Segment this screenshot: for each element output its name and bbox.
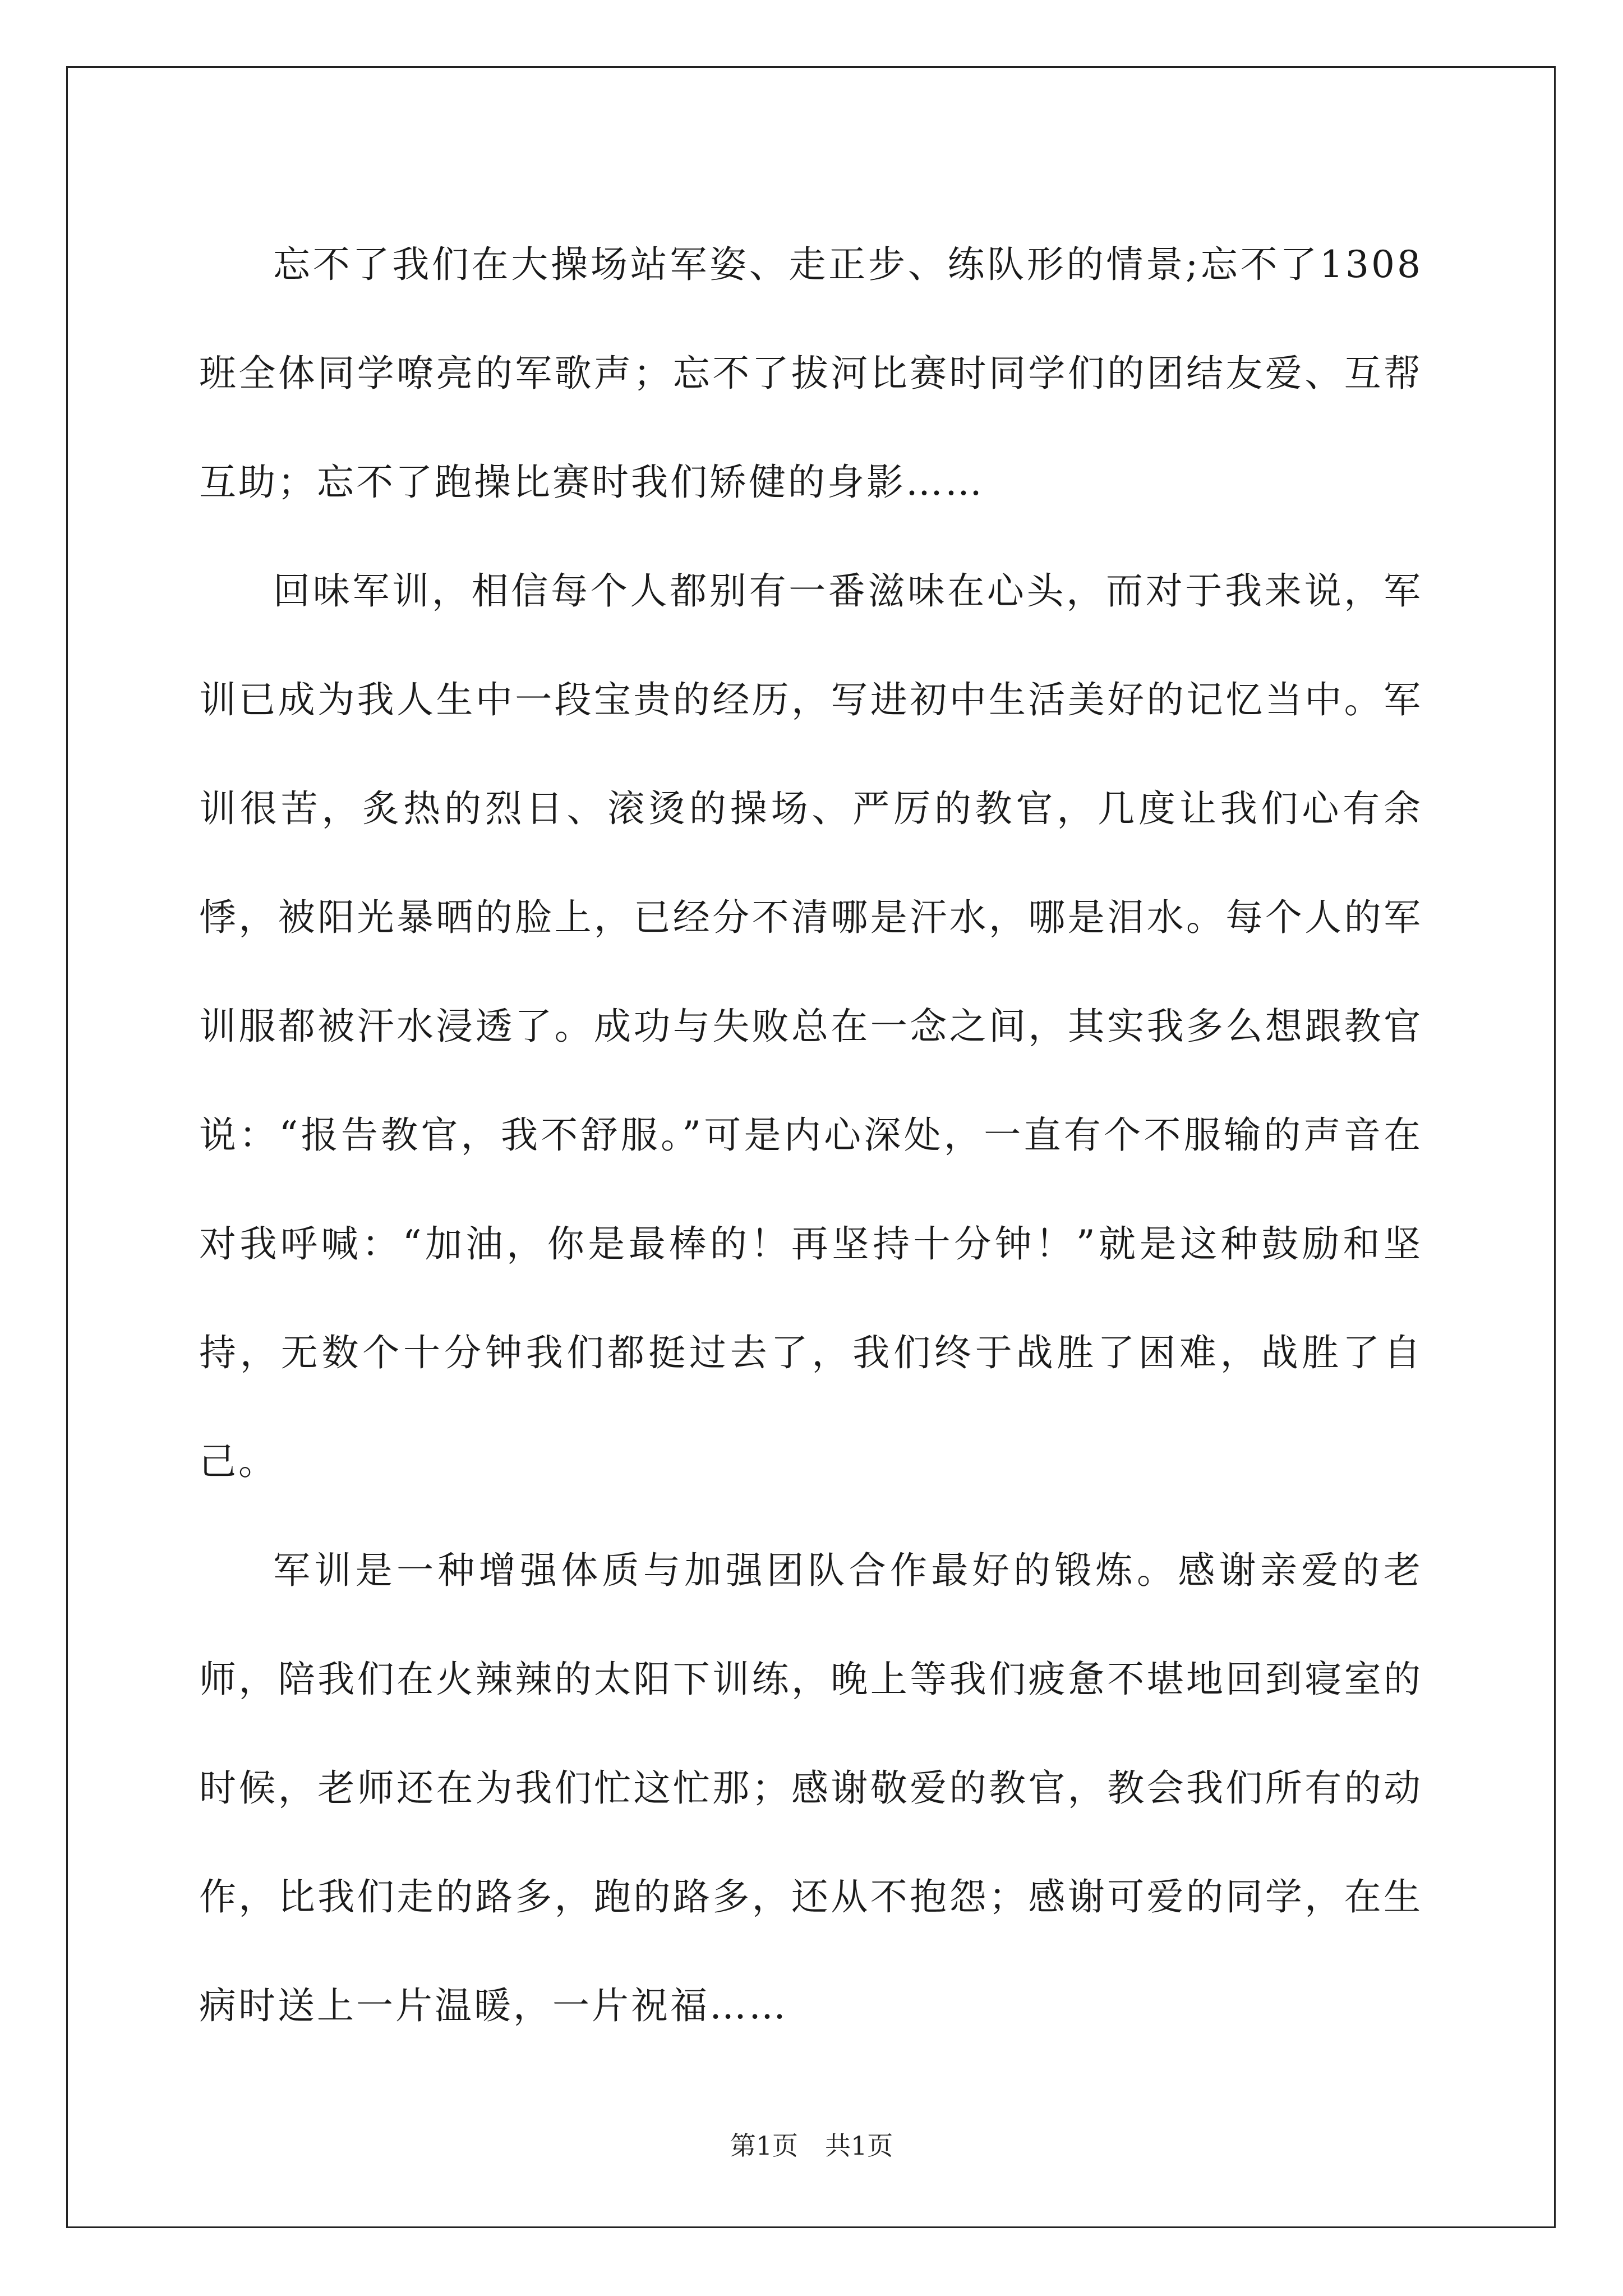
document-body — [199, 210, 1423, 2060]
page-footer — [0, 2129, 1623, 2162]
paragraph-1: 忘不了我们在大操场站军姿、走正步、练队形的情景;忘不了1308班全体同学嘹亮的军歌声；忘不了拔河比赛时同学们的团结友爱、互帮互助；忘不了跑操比赛时我们矫健的身影…… — [199, 243, 1423, 504]
page-number-current: 第1页 — [730, 2131, 798, 2161]
paragraph-3: 军训是一种增强体质与加强团队合作最好的锻炼。感谢亲爱的老师，陪我们在火辣辣的太阳下训练，晚上等我们疲惫不堪地回到寝室的时候，老师还在为我们忙这忙那；感谢敬爱的教官，教会我们所有的动作，比我们走的路多，跑的路多，还从不抱怨；感谢可爱的同学，在生病时送上一片温暖，一片祝福…… — [199, 1549, 1423, 2027]
paragraph-2: 回味军训，相信每个人都别有一番滋味在心头，而对于我来说，军训已成为我人生中一段宝贵的经历，写进初中生活美好的记忆当中。军训很苦，炙热的烈日、滚烫的操场、严厉的教官，几度让我们心有余悸，被阳光暴晒的脸上，已经分不清哪是汗水，哪是泪水。每个人的军训服都被汗水浸透了。成功与失败总在一念之间，其实我多么想跟教官说：“报告教官，我不舒服。”可是内心深处，一直有个不服输的声音在对我呼喊：“加油，你是最棒的！再坚持十分钟！”就是这种鼓励和坚持，无数个十分钟我们都挺过去了，我们终于战胜了困难，战胜了自己。 — [199, 569, 1423, 1483]
page-number-total: 共1页 — [825, 2131, 893, 2161]
